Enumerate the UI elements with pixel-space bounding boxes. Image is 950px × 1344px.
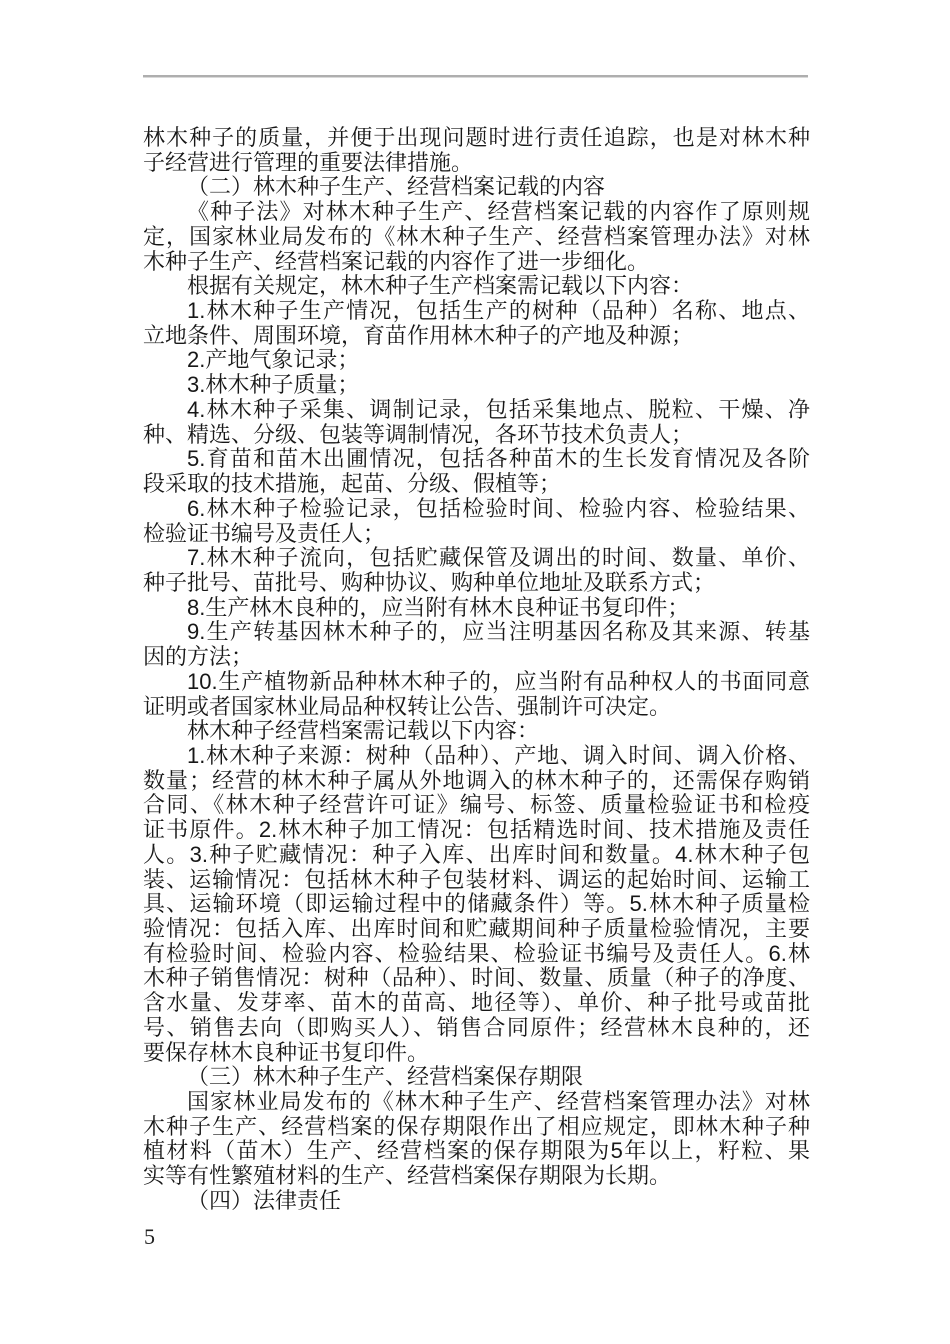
text-line: 合同、《林木种子经营许可证》编号、标签、质量检验证书和检疫 [143,793,810,818]
text-line: 1.林木种子来源：树种（品种）、产地、调入时间、调入价格、 [187,743,810,768]
text-line: （四）法律责任 [187,1188,342,1213]
text-line: 10.生产植物新品种林木种子的，应当附有品种权人的书面同意 [187,669,810,694]
text-line: 具、运输环境（即运输过程中的储藏条件）等。5.林木种子质量检 [143,892,810,917]
text-line: 立地条件、周围环境，育苗作用林木种子的产地及种源； [143,323,694,348]
text-line: 7.林木种子流向，包括贮藏保管及调出的时间、数量、单价、 [187,546,810,571]
header-rule [143,75,808,78]
text-line: 林木种子的质量，并便于出现问题时进行责任追踪，也是对林木种 [143,126,810,150]
text-line: 2.产地气象记录； [187,348,360,373]
text-line: 国家林业局发布的《林木种子生产、经营档案管理办法》对林 [187,1090,810,1115]
text-line: 子经营进行管理的重要法律措施。 [143,150,474,175]
text-line: 5.育苗和苗木出圃情况，包括各种苗木的生长发育情况及各阶 [187,447,810,472]
text-line: 6.林木种子检验记录，包括检验时间、检验内容、检验结果、 [187,496,810,521]
text-line: 验情况：包括入库、出库时间和贮藏期间种子质量检验情况，主要 [143,917,810,941]
text-line: 证书原件。2.林木种子加工情况：包括精选时间、技术措施及责任 [143,818,810,843]
text-lines [143,126,810,1214]
text-line: 要保存林木良种证书复印件。 [143,1040,430,1065]
text-line: 根据有关规定，林木种子生产档案需记载以下内容： [187,274,694,299]
text-line: 8.生产林木良种的，应当附有林木良种证书复印件； [187,595,690,620]
text-line: （二）林木种子生产、经营档案记载的内容 [187,175,606,200]
text-line: 木种子生产、经营档案的保存期限作出了相应规定，即林木种子种 [143,1114,810,1139]
text-line: 段采取的技术措施，起苗、分级、假植等； [143,472,562,497]
text-line: 定，国家林业局发布的《林木种子生产、经营档案管理办法》对林 [143,224,810,249]
text-line: 有检验时间、检验内容、检验结果、检验证书编号及责任人。6.林 [143,941,810,966]
text-line: 号、销售去向（即购买人）、销售合同原件；经营林木良种的，还 [143,1015,810,1040]
text-line: 因的方法； [143,645,254,670]
text-line: 装、运输情况：包括林木种子包装材料、调运的起始时间、运输工 [143,867,810,892]
text-line: （三）林木种子生产、经营档案保存期限 [187,1065,584,1090]
text-line: 林木种子经营档案需记载以下内容： [187,719,540,744]
text-line: 证明或者国家林业局品种权转让公告、强制许可决定。 [143,694,672,719]
text-line: 含水量、发芽率、苗木的苗高、地径等）、单价、种子批号或苗批 [143,991,810,1016]
text-line: 数量；经营的林木种子属从外地调入的林木种子的，还需保存购销 [143,768,810,793]
text-line: 植材料（苗木）生产、经营档案的保存期限为5年以上，籽粒、果 [143,1139,810,1164]
text-line: 检验证书编号及责任人； [143,521,386,546]
text-line: 《种子法》对林木种子生产、经营档案记载的内容作了原则规 [187,200,810,225]
text-line: 3.林木种子质量； [187,373,360,398]
text-line: 人。3.种子贮藏情况：种子入库、出库时间和数量。4.林木种子包 [143,842,810,867]
text-line: 9.生产转基因林木种子的，应当注明基因名称及其来源、转基 [187,620,810,645]
text-line: 种子批号、苗批号、购种协议、购种单位地址及联系方式； [143,570,716,595]
page-number: 5 [144,1224,155,1249]
text-line: 种、精选、分级、包装等调制情况，各环节技术负责人； [143,422,694,447]
text-line: 木种子销售情况：树种（品种）、时间、数量、质量（种子的净度、 [143,966,810,991]
text-line: 实等有性繁殖材料的生产、经营档案保存期限为长期。 [143,1164,672,1189]
text-line: 木种子生产、经营档案记载的内容作了进一步细化。 [143,249,650,274]
text-line: 4.林木种子采集、调制记录，包括采集地点、脱粒、干燥、净 [187,397,810,422]
text-line: 1.林木种子生产情况，包括生产的树种（品种）名称、地点、 [187,299,810,324]
